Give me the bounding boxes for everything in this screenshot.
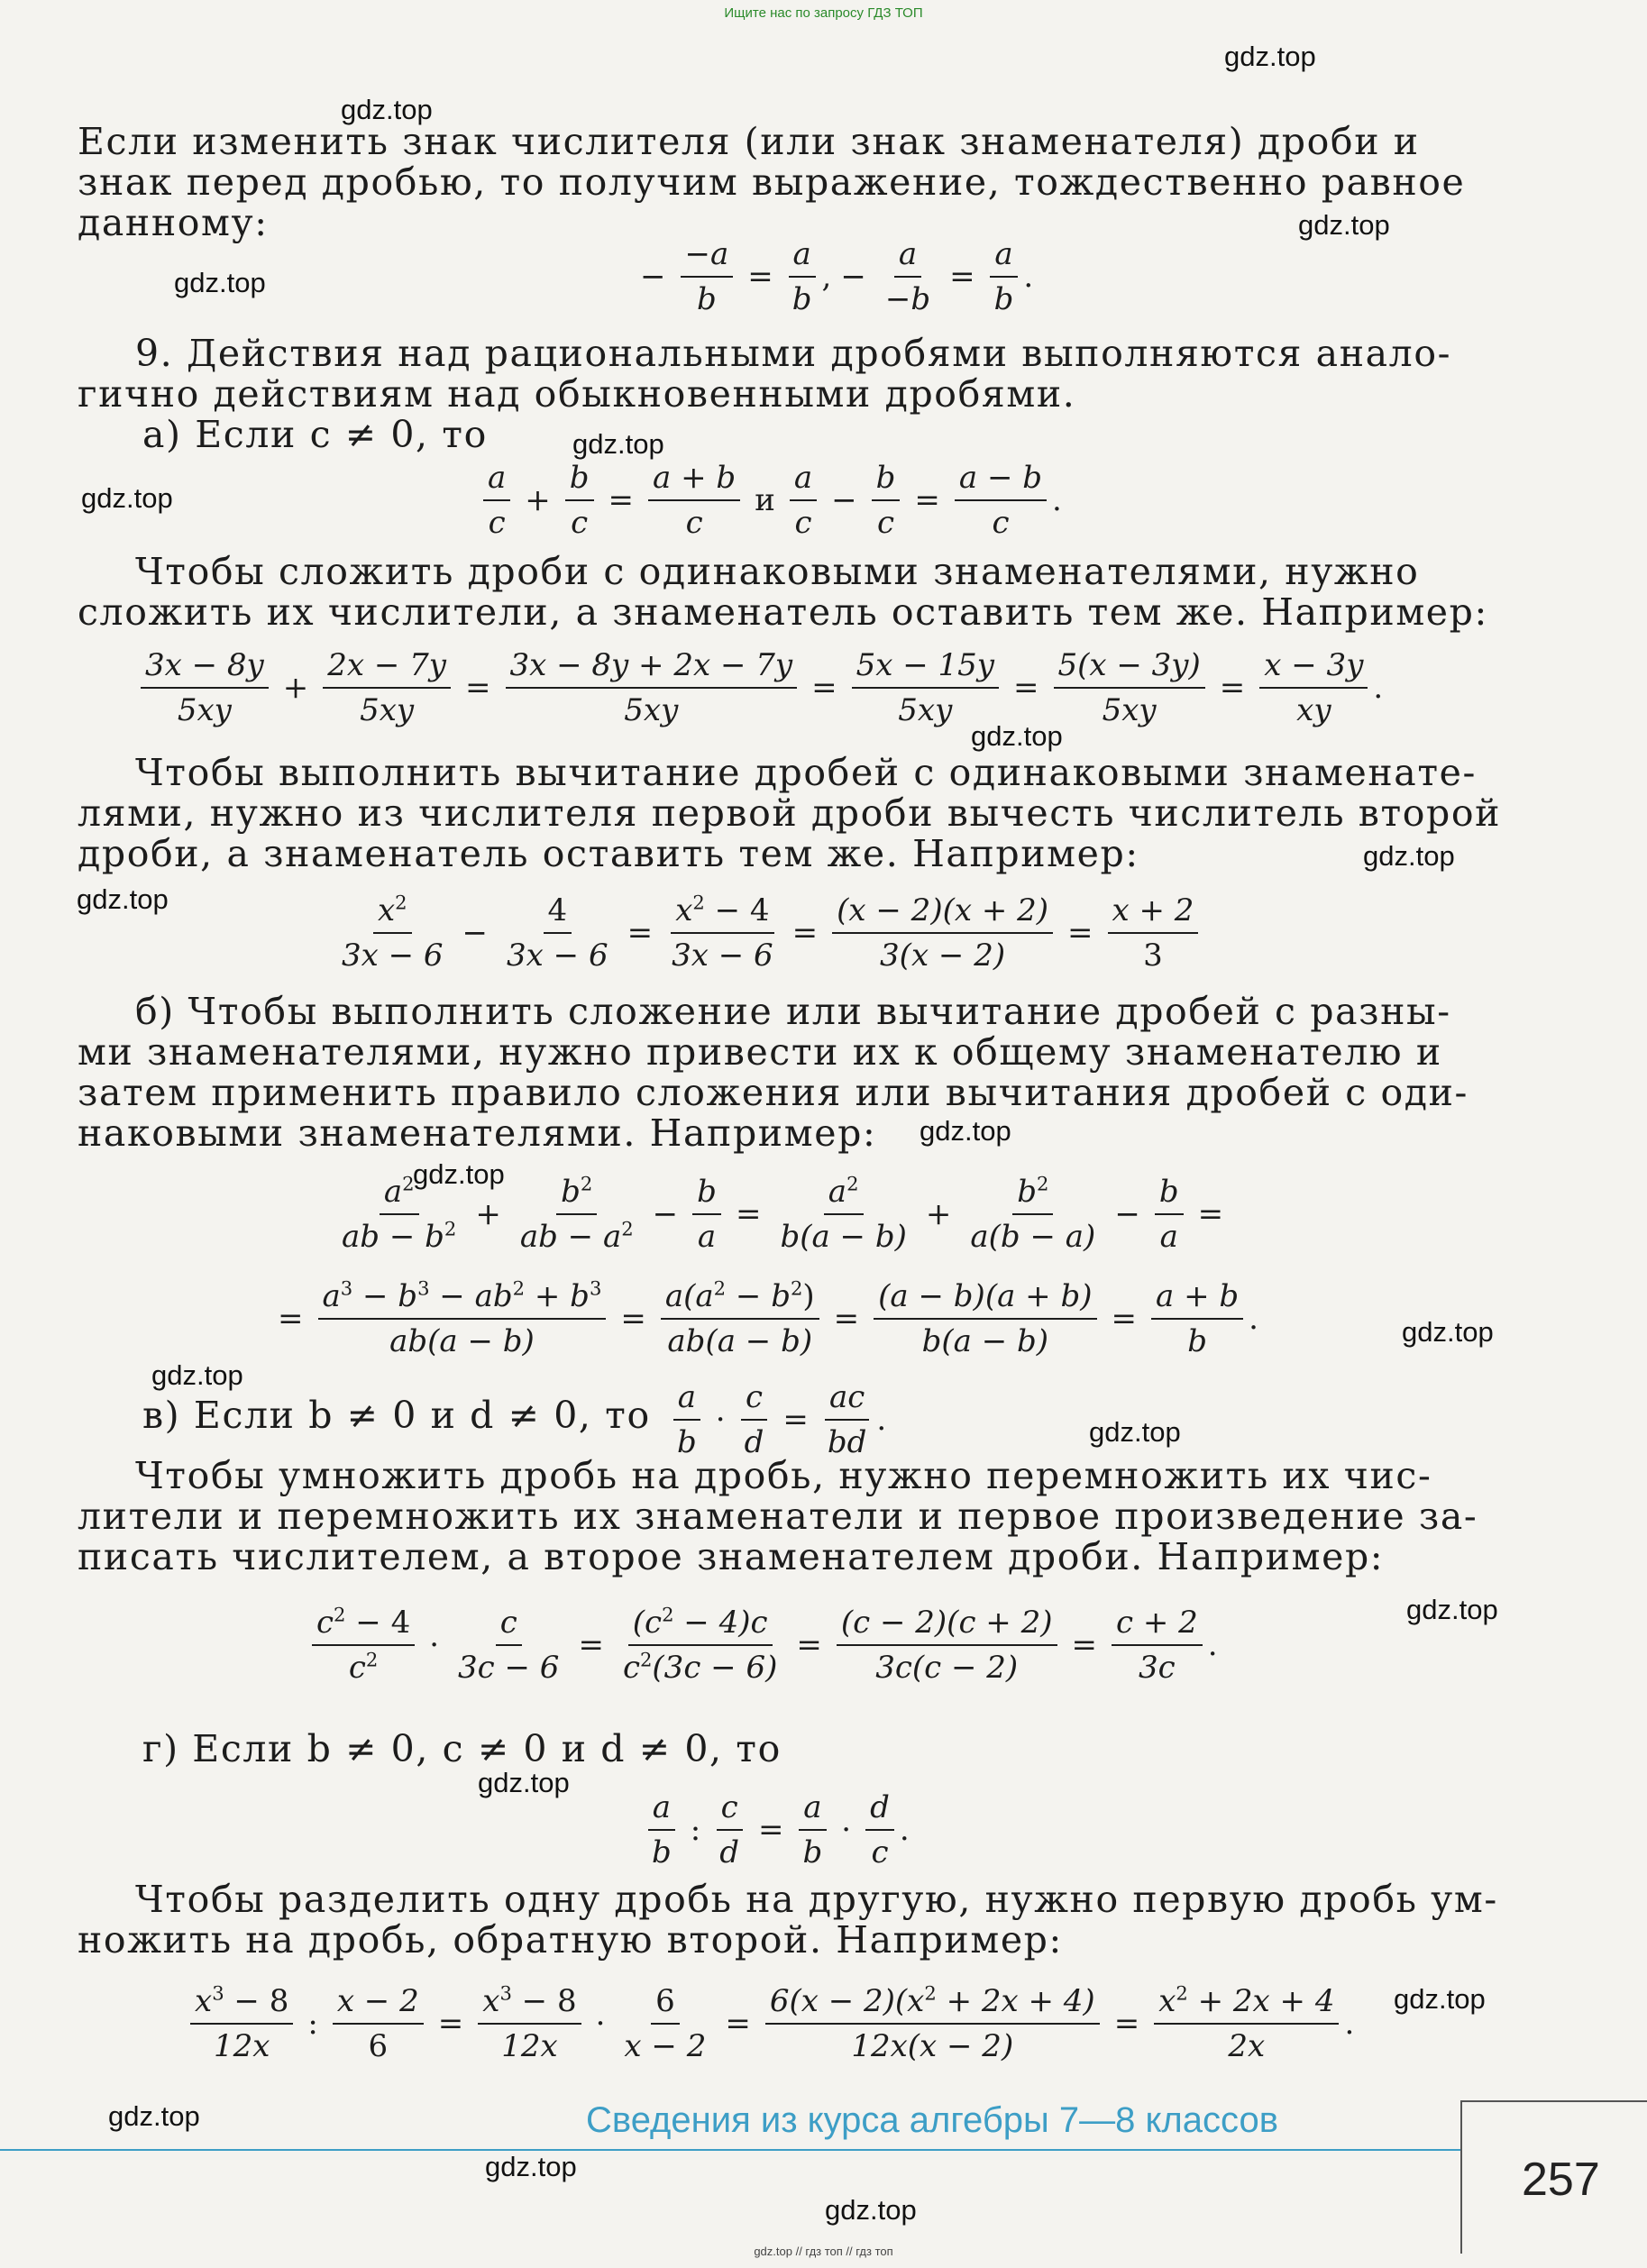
case-b: б) Чтобы выполнить сложение или вычитание дробей с разны-	[135, 990, 1451, 1033]
paragraph-line: Чтобы умножить дробь на дробь, нужно перемножить их чис-	[135, 1454, 1432, 1497]
watermark: gdz.top	[825, 2194, 917, 2226]
watermark: gdz.top	[1363, 840, 1455, 872]
case-v: в) Если b ≠ 0 и d ≠ 0, то	[142, 1394, 651, 1437]
top-note: Ищите нас по запросу ГДЗ ТОП	[724, 5, 923, 21]
paragraph-line: Чтобы выполнить вычитание дробей с одинаковыми знаменате-	[135, 751, 1477, 794]
example-division: $\frac{x^3 - 8}{12x}$ : $\frac{x - 2}{6}$ = $\frac{x^3 - 8}{12x}$ · $\frac{6}{x - 2}$ = $\frac{6(x - 2)(x^2 + 2x + 4)}{12x(x - 2)}$ = $\frac{x^2 + 2x + 4}{2x}$ .	[185, 1983, 1354, 2064]
watermark: gdz.top	[341, 94, 433, 125]
watermark: gdz.top	[1224, 41, 1316, 72]
paragraph-line: данному:	[78, 201, 269, 244]
watermark: gdz.top	[971, 720, 1063, 752]
watermark: gdz.top	[485, 2151, 577, 2182]
example-multiplication: $\frac{c^2 - 4}{c^2}$ · $\frac{c}{3c - 6}$ = $\frac{(c^2 - 4)c}{c^2(3c - 6)}$ = $\frac{(c - 2)(c + 2)}{3c(c - 2)}$ = $\frac{c + 2}{3c}$ .	[307, 1605, 1218, 1686]
paragraph-line: писать числителем, а второе знаменателем дроби. Например:	[78, 1535, 1385, 1578]
section-9-heading: 9. Действия над рациональными дробями выполняются анало-	[135, 332, 1452, 375]
page-box-top	[1460, 2100, 1647, 2102]
watermark: gdz.top	[108, 2100, 200, 2132]
example-subtraction: $\frac{x^2}{3x - 6}$ − $\frac{4}{3x - 6}$ = $\frac{x^2 - 4}{3x - 6}$ = $\frac{(x - 2)(x + 2)}{3(x - 2)}$ = $\frac{x + 2}{3}$	[332, 892, 1203, 974]
paragraph-line: Если изменить знак числителя (или знак знаменателя) дроби и	[78, 120, 1420, 163]
formula-multiplication: $\frac{a}{b}$ · $\frac{c}{d}$ = $\frac{ac}{bd}$ .	[667, 1379, 886, 1460]
paragraph-line: наковыми знаменателями. Например:	[78, 1111, 877, 1155]
case-a: а) Если c ≠ 0, то	[142, 413, 488, 456]
watermark: gdz.top	[1402, 1316, 1494, 1348]
watermark: gdz.top	[920, 1115, 1011, 1147]
paragraph-line: ми знаменателями, нужно привести их к общему знаменателю и	[78, 1030, 1442, 1074]
case-g: г) Если b ≠ 0, c ≠ 0 и d ≠ 0, то	[142, 1727, 782, 1770]
page-number: 257	[1522, 2154, 1600, 2206]
watermark: gdz.top	[1406, 1594, 1498, 1625]
bottom-note: gdz.top // гдз топ // гдз топ	[754, 2245, 893, 2258]
watermark: gdz.top	[1298, 209, 1390, 241]
paragraph-line: лители и перемножить их знаменатели и первое произведение за-	[78, 1495, 1478, 1538]
paragraph-line: затем применить правило сложения или вычитания дробей с оди-	[78, 1071, 1469, 1114]
paragraph-line: гично действиям над обыкновенными дробями.	[78, 372, 1076, 416]
example-addition: $\frac{3x - 8y}{5xy}$ + $\frac{2x - 7y}{5xy}$ = $\frac{3x - 8y + 2x - 7y}{5xy}$ = $\frac{5x - 15y}{5xy}$ = $\frac{5(x - 3y)}{5xy}$ = $\frac{x - 3y}{xy}$ .	[135, 647, 1383, 728]
watermark: gdz.top	[174, 267, 266, 298]
watermark: gdz.top	[151, 1359, 243, 1391]
paragraph-line: дроби, а знаменатель оставить тем же. Например:	[78, 832, 1139, 875]
watermark: gdz.top	[77, 883, 169, 915]
watermark: gdz.top	[413, 1158, 505, 1190]
watermark: gdz.top	[572, 428, 664, 460]
running-footer-title: Сведения из курса алгебры 7—8 классов	[586, 2100, 1278, 2140]
watermark: gdz.top	[1394, 1983, 1486, 2015]
paragraph-line: ножить на дробь, обратную второй. Например:	[78, 1918, 1063, 1962]
watermark: gdz.top	[1089, 1416, 1181, 1448]
page-box-side	[1460, 2100, 1462, 2254]
formula-sign-change: − $\frac{-a}{b}$ = $\frac{a}{b}$ , − $\frac{a}{-b}$ = $\frac{a}{b}$ .	[640, 236, 1034, 317]
paragraph-line: сложить их числители, а знаменатель оставить тем же. Например:	[78, 590, 1488, 634]
paragraph-line: знак перед дробью, то получим выражение, тождественно равное	[78, 160, 1466, 204]
watermark: gdz.top	[81, 482, 173, 514]
footer-rule	[0, 2149, 1460, 2151]
watermark: gdz.top	[478, 1767, 570, 1798]
formula-add-sub-same-denominator: $\frac{a}{c}$ + $\frac{b}{c}$ = $\frac{a + b}{c}$ и $\frac{a}{c}$ − $\frac{b}{c}$ = $\frac{a - b}{c}$ .	[478, 460, 1062, 541]
example-different-denominators: $\frac{a^2}{ab - b^2}$ + $\frac{b^2}{ab - a^2}$ − $\frac{b}{a}$ = $\frac{a^2}{b(a - b)}$ + $\frac{b^2}{a(b - a)}$ − $\frac{b}{a}$ =	[342, 1172, 1224, 1255]
paragraph-line: Чтобы сложить дроби с одинаковыми знаменателями, нужно	[135, 550, 1420, 593]
example-different-denominators-continued: = $\frac{a^3 - b^3 - ab^2 + b^3}{ab(a - b)}$ = $\frac{a(a^2 - b^2)}{ab(a - b)}$ = $\frac{(a - b)(a + b)}{b(a - b)}$ = $\frac{a + b}{b}$ .	[278, 1276, 1258, 1359]
paragraph-line: лями, нужно из числителя первой дроби вычесть числитель второй	[78, 791, 1502, 835]
formula-division: $\frac{a}{b}$ : $\frac{c}{d}$ = $\frac{a}{b}$ · $\frac{d}{c}$ .	[642, 1789, 910, 1870]
paragraph-line: Чтобы разделить одну дробь на другую, нужно первую дробь ум-	[135, 1878, 1498, 1921]
